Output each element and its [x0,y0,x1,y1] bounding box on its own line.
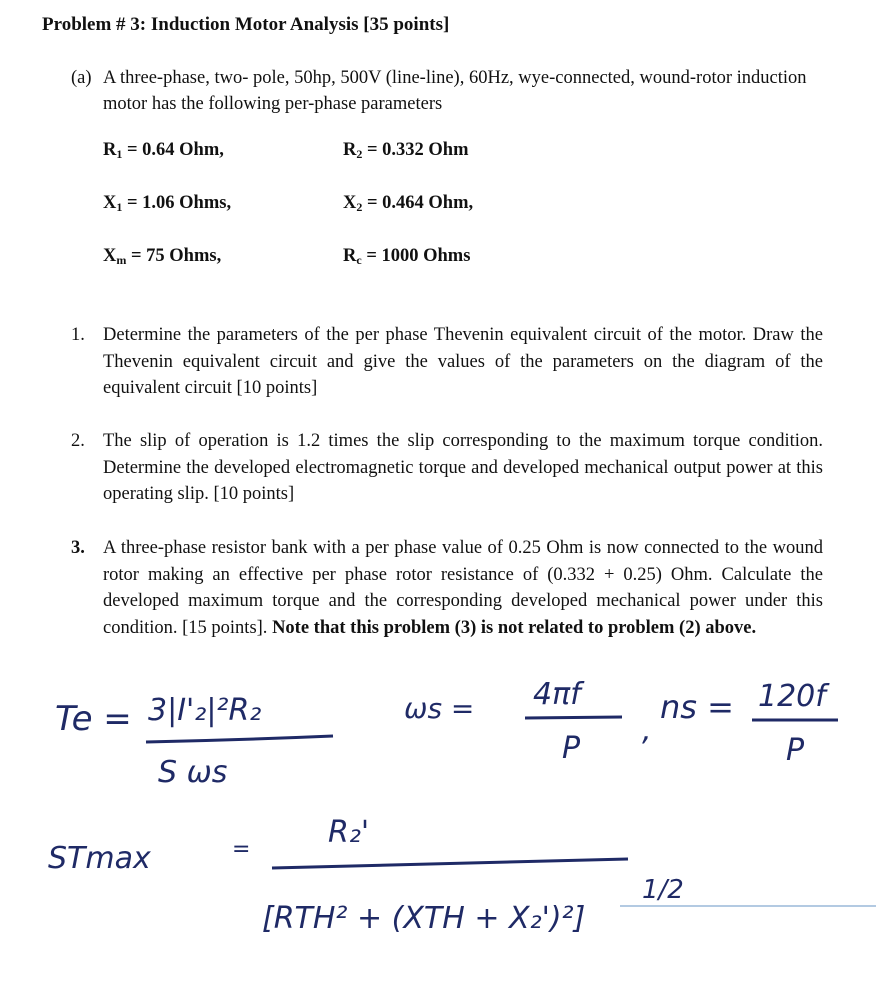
param-xm: $X_m = 75$ Ohms, [103,246,222,267]
question-text: Determine the parameters of the per phase Thevenin equivalent circuit of the motor. Draw the Thevenin equivalent circuit and give the values of the parameters on the diagram of the equivalent circuit [10 points] [103,325,823,398]
problem-title: Problem # 3: Induction Motor Analysis [35 points] [42,14,450,35]
question-text: The slip of operation is 1.2 times the slip corresponding to the maximum torque condition. Determine the developed electromagnetic torque and developed mechanical output power at this operating slip. [10 points] [103,431,823,504]
question-note: Note that this problem (3) is not related to problem (2) above. [272,617,757,638]
ns-denominator: P [786,733,805,768]
param-r1: $R_1 = 0.64$ Ohm, [103,140,224,161]
question-1 [71,322,823,402]
question-number: 2. [71,431,85,451]
stmax-denominator: [RTH² + (XTH + X₂')²] [262,901,586,936]
question-number: 1. [71,325,85,345]
stmax-lhs: STmax [48,841,151,876]
ws-lhs: ωs = [404,692,475,725]
part-a-text: A three-phase, two- pole, 50hp, 500V (line-line), 60Hz, wye-connected, wound-rotor induction motor has the following per-phase parameters [103,68,807,114]
te-lhs: Te = [55,699,132,739]
param-rc: $R_c = 1000$ Ohms [343,246,471,267]
ns-numerator: 120f [758,679,826,714]
param-x1: $X_1 = 1.06$ Ohms, [103,193,232,214]
part-a-statement [71,65,831,117]
question-number: 3. [71,538,85,558]
ws-denominator: P [562,731,581,766]
stmax-eq: = [232,837,251,862]
question-text: A three-phase resistor bank with a per phase value of 0.25 Ohm is now connected to the wound rotor making an effective per phase rotor resistance of (0.332 + 0.25) Ohm. Calculate the developed maximum torque and the corresponding developed mechanical power under this condition. [15 points]. Note that this problem (3) is not related to problem (2) above. [103,538,823,638]
ws-numerator: 4πf [533,677,581,712]
ws-fraction-line [525,717,622,718]
stmax-exponent: 1/2 [642,875,684,905]
part-a-label: (a) [71,68,92,88]
question-3 [71,535,823,641]
te-fraction-line [146,736,333,742]
param-r2: $R_2 = 0.332$ Ohm [343,140,469,161]
te-denominator: S ωs [158,755,228,790]
te-numerator: 3|I'₂|²R₂ [148,693,262,728]
stmax-fraction-line [272,859,628,868]
stmax-numerator: R₂' [328,815,370,850]
question-2 [71,428,823,508]
ns-lhs: ns = [660,688,734,726]
param-x2: $X_2 = 0.464$ Ohm, [343,193,474,214]
comma: , [642,713,652,748]
handwritten-notes [0,660,876,1000]
